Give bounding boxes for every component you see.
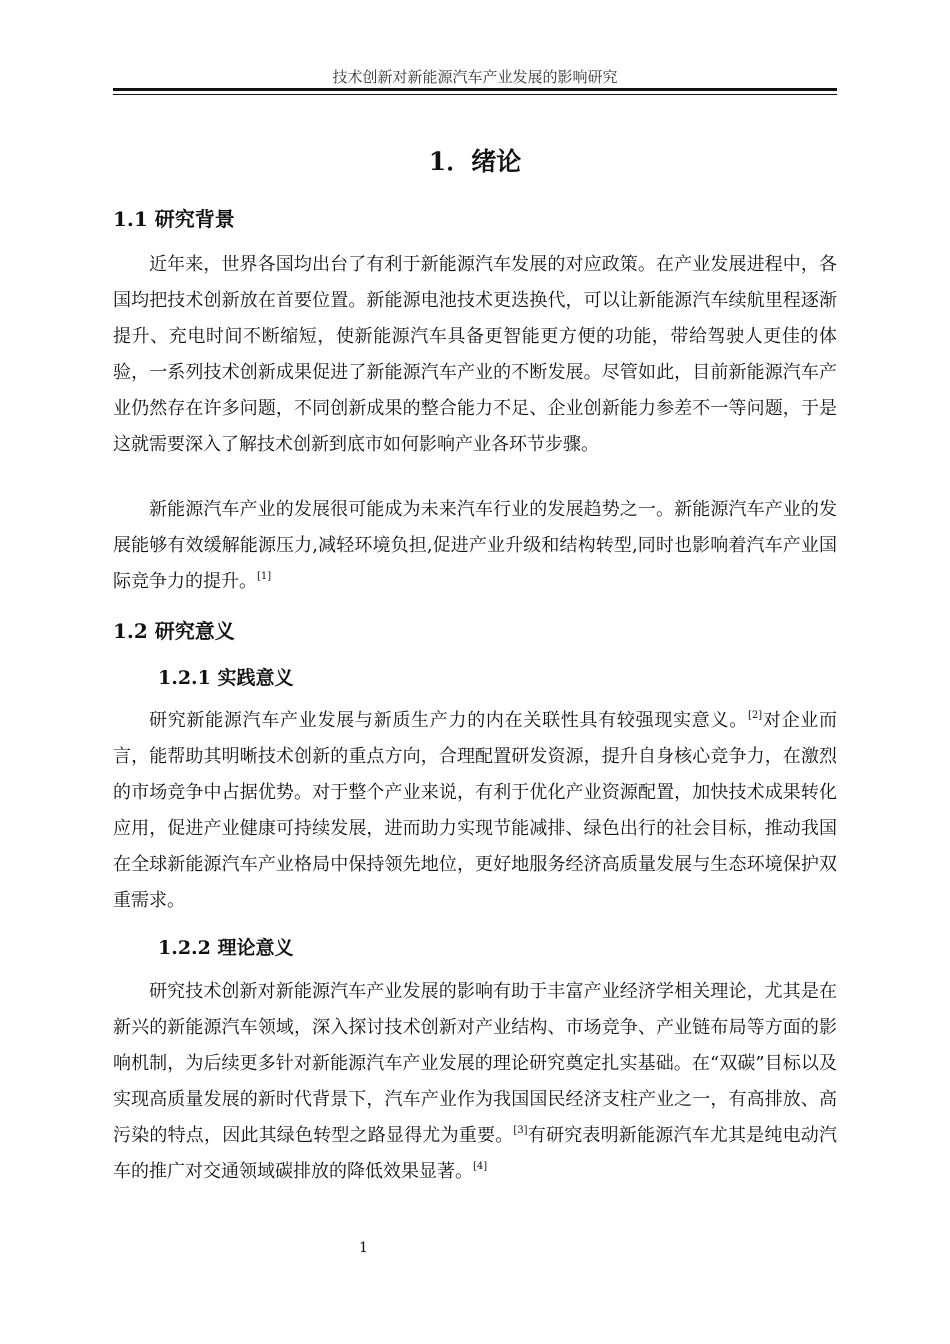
background-paragraph-2 — [113, 492, 837, 600]
header-rule-thin — [113, 94, 837, 95]
running-header: 技术创新对新能源汽车产业发展的影响研究 — [332, 68, 618, 86]
paragraph-text: 对企业而言，能帮助其明晰技术创新的重点方向，合理配置研发资源，提升自身核心竞争力，在激烈的市场竞争中占据优势。对于整个产业来说，有利于优化产业资源配置，加快技术成果转化应用，促进产业健康可持续发展，进而助力实现节能减排、绿色出行的社会目标，推动我国在全球新能源汽车产业格局中保持领先地位，更好地服务经济高质量发展与生态环境保护双重需求。 — [113, 710, 838, 911]
header-rule-thick — [113, 88, 837, 91]
practical-paragraph — [113, 703, 837, 919]
chapter-title: 1．绪论 — [428, 147, 522, 176]
citation-ref: [4] — [473, 1161, 488, 1172]
paragraph-text: 新能源汽车产业的发展很可能成为未来汽车行业的发展趋势之一。新能源汽车产业的发展能够有效缓解能源压力,减轻环境负担,促进产业升级和结构转型,同时也影响着汽车产业国际竞争力的提升。 — [113, 499, 837, 592]
citation-ref: [1] — [257, 571, 272, 582]
citation-ref: [2] — [747, 710, 763, 721]
subsection-heading-theoretical: 1.2.2 理论意义 — [158, 937, 294, 959]
background-paragraph-1: 近年来，世界各国均出台了有利于新能源汽车发展的对应政策。在产业发展进程中，各国均把技术创新放在首要位置。新能源电池技术更迭换代，可以让新能源汽车续航里程逐渐提升、充电时间不断缩短，使新能源汽车具备更智能更方便的功能，带给驾驶人更佳的体验，一系列技术创新成果促进了新能源汽车产业的不断发展。尽管如此，目前新能源汽车产业仍然存在许多问题，不同创新成果的整合能力不足、企业创新能力参差不一等问题，于是这就需要深入了解技术创新到底市如何影响产业各环节步骤。 — [113, 254, 837, 455]
paragraph-text: 研究技术创新对新能源汽车产业发展的影响有助于丰富产业经济学相关理论，尤其是在新兴的新能源汽车领域，深入探讨技术创新对产业结构、市场竞争、产业链布局等方面的影响机制，为后续更多针对新能源汽车产业发展的理论研究奠定扎实基础。在“双碳”目标以及实现高质量发展的新时代背景下，汽车产业作为我国国民经济支柱产业之一，有高排放、高污染的特点，因此其绿色转型之路显得尤为重要。 — [113, 981, 837, 1146]
section-heading-significance: 1.2 研究意义 — [113, 619, 235, 643]
citation-ref: [3] — [513, 1125, 528, 1136]
paragraph-text: 研究新能源汽车产业发展与新质生产力的内在关联性具有较强现实意义。 — [149, 710, 748, 731]
theoretical-paragraph — [113, 974, 837, 1190]
page-number: 1 — [359, 1240, 368, 1256]
paragraph-text: 有研究表明新能源汽车尤其是纯电动汽车的推广对交通领域碳排放的降低效果显著。 — [113, 1125, 838, 1182]
section-heading-background: 1.1 研究背景 — [113, 207, 235, 231]
subsection-heading-practical: 1.2.1 实践意义 — [158, 667, 294, 689]
